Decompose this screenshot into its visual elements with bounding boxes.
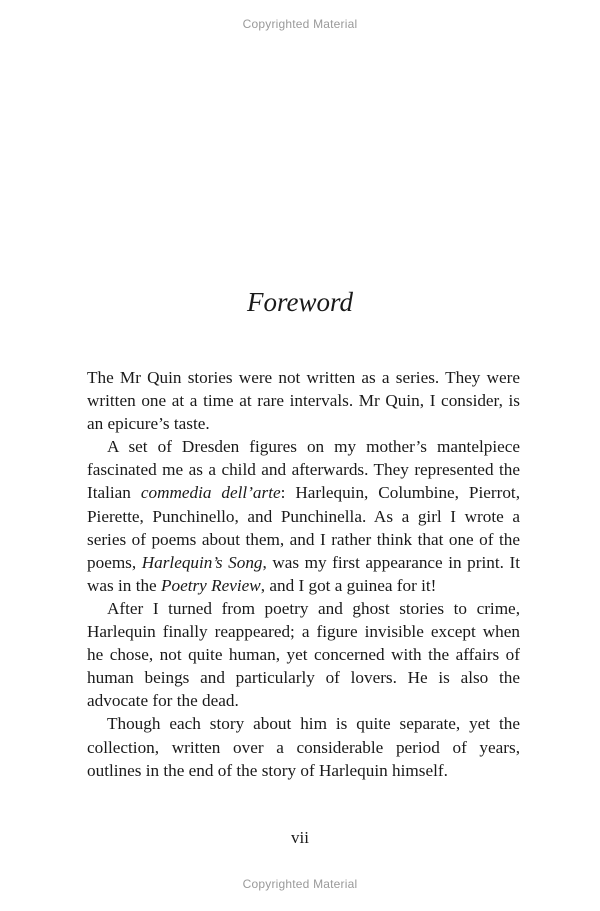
paragraph-2 [87,435,520,597]
watermark-bottom: Copyrighted Material [242,877,358,891]
paragraph-3: After I turned from poetry and ghost stories to crime, Harlequin finally reappeared; a figure invisible except when he chose, not quite human, yet concerned with the affairs of human beings and particularly of lovers. He is also the advocate for the dead. [87,598,520,711]
paragraph-2-text-a: A set of Dresden figures on my mother’s mantelpiece fascinated me as a child and afterwards. They represented the Italian [87,437,520,503]
page-number: vii [291,828,309,847]
paragraph-2-italic-song: Harlequin’s Song [141,552,263,572]
paragraph-2-text-c: : Harlequin, Columbine, Pierrot, Pierette, Punchinello, and Punchinella. As a girl I wrote a series of poems about them, and I rather think that one of the poems, [87,483,520,572]
paragraph-2-text-g: , and I got a guinea for it! [260,575,437,595]
page-title: Foreword [247,287,353,317]
paragraph-2-italic-commedia: commedia dell’arte [140,483,281,503]
paragraph-2-text-e: , was my first appearance in print. It was in the [87,552,520,595]
paragraph-2-italic-review: Poetry Review [161,575,261,595]
foreword-body [87,366,520,782]
paragraph-4: Though each story about him is quite separate, yet the collection, written over a considerable period of years, outlines in the end of the story of Harlequin himself. [87,714,520,780]
paragraph-1: The Mr Quin stories were not written as a series. They were written one at a time at rare intervals. Mr Quin, I consider, is an epicure’s taste. [87,368,520,434]
watermark-top: Copyrighted Material [242,17,358,31]
